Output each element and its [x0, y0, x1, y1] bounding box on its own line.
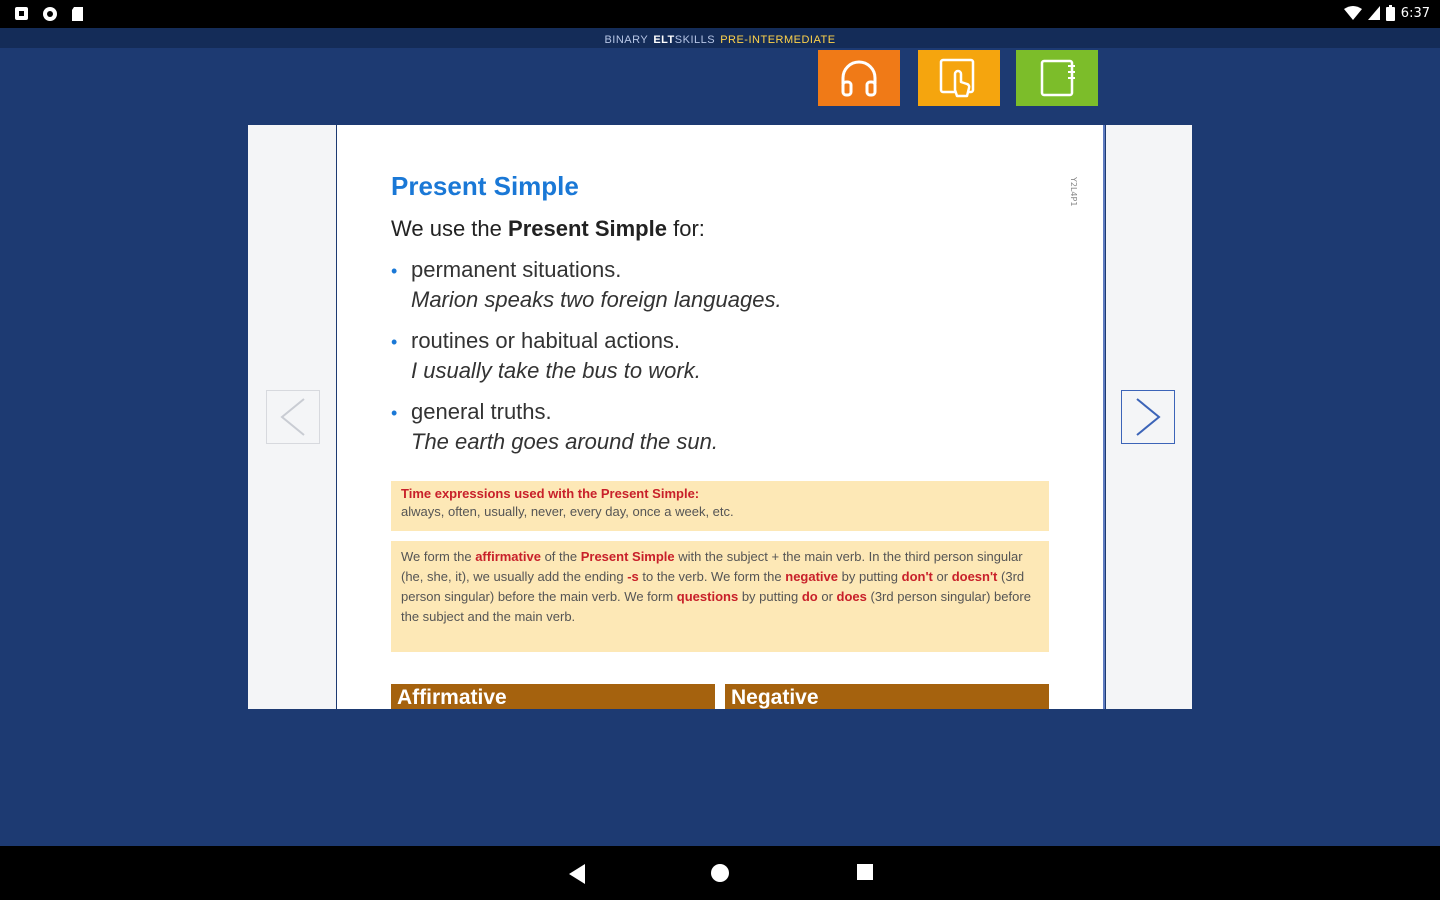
brand-elt: ELT — [653, 34, 675, 46]
rule-keyword: affirmative — [475, 549, 541, 564]
notification-icon — [14, 6, 30, 22]
brand-level: PRE-INTERMEDIATE — [720, 34, 836, 46]
audio-button[interactable] — [818, 50, 900, 106]
notes-button[interactable] — [1016, 50, 1098, 106]
status-bar — [0, 0, 1440, 28]
page-code: Y2L4P1 — [1069, 177, 1078, 207]
bullet-dot: • — [391, 261, 398, 281]
negative-header: Negative — [725, 684, 1049, 709]
rule-text: of the — [544, 549, 578, 564]
next-page-button[interactable] — [1121, 390, 1175, 444]
rule-text: by putting — [741, 589, 799, 604]
interactive-button[interactable] — [918, 50, 1000, 106]
status-time: 6:37 — [1400, 5, 1430, 21]
rule-text: (3rd person singular) before the main verb. We form — [401, 569, 1025, 604]
rule-text: We form the — [401, 549, 472, 564]
intro-bold: Present Simple — [508, 216, 667, 241]
form-rules-box — [391, 541, 1049, 652]
rule-text: (3rd person singular) before the subject and the main verb. — [401, 589, 1031, 624]
intro-prefix: We use the — [391, 216, 502, 241]
notebook-icon — [1035, 56, 1079, 100]
signal-icon — [1368, 6, 1380, 20]
page-title: Present Simple — [391, 171, 579, 201]
bullet-text: general truths. — [411, 399, 552, 424]
rule-keyword: does — [836, 589, 867, 604]
touch-icon — [937, 56, 981, 100]
rule-keyword: -s — [627, 569, 639, 584]
time-expressions-heading: Time expressions used with the Present Simple: — [401, 486, 700, 501]
bullet-example: The earth goes around the sun. — [411, 429, 718, 454]
sync-icon — [42, 6, 58, 22]
app-header — [0, 28, 1440, 48]
system-nav-bar — [0, 846, 1440, 900]
sd-card-icon — [70, 6, 86, 22]
bullet-dot: • — [391, 332, 398, 352]
previous-page-button[interactable] — [266, 390, 320, 444]
chevron-left-icon — [276, 395, 310, 439]
bullet-text: routines or habitual actions. — [411, 328, 681, 353]
brand-binary: BINARY — [604, 34, 649, 46]
intro-text — [391, 216, 705, 242]
time-expressions-box — [391, 481, 1049, 531]
affirmative-header: Affirmative — [391, 684, 715, 709]
rule-keyword: do — [801, 589, 818, 604]
bullet-text: permanent situations. — [411, 257, 622, 282]
rule-keyword: Present Simple — [580, 549, 675, 564]
brand-skills: SKILLS — [674, 34, 716, 46]
recent-apps-icon[interactable] — [856, 863, 874, 881]
rule-keyword: don't — [901, 569, 933, 584]
rule-text: with the subject + the main verb. In the third person singular (he, she, it), we usually add the ending — [401, 549, 1023, 584]
rule-text: to the verb. We form the — [642, 569, 782, 584]
book-page — [337, 125, 1105, 709]
time-expressions-text: always, often, usually, never, every day, once a week, etc. — [401, 504, 734, 519]
rule-keyword: questions — [676, 589, 739, 604]
battery-icon — [1386, 5, 1395, 21]
rule-keyword: negative — [785, 569, 838, 584]
rule-text: or — [821, 589, 833, 604]
headphones-icon — [837, 56, 881, 100]
chevron-right-icon — [1131, 395, 1165, 439]
wifi-icon — [1344, 6, 1362, 20]
rule-keyword: doesn't — [951, 569, 998, 584]
home-icon[interactable] — [710, 863, 730, 883]
bullet-example: Marion speaks two foreign languages. — [411, 287, 782, 312]
rule-text: by putting — [841, 569, 898, 584]
bullet-dot: • — [391, 403, 398, 423]
back-icon[interactable] — [567, 863, 587, 885]
bullet-example: I usually take the bus to work. — [411, 358, 701, 383]
rule-text: or — [936, 569, 949, 584]
intro-suffix: for: — [673, 216, 705, 241]
